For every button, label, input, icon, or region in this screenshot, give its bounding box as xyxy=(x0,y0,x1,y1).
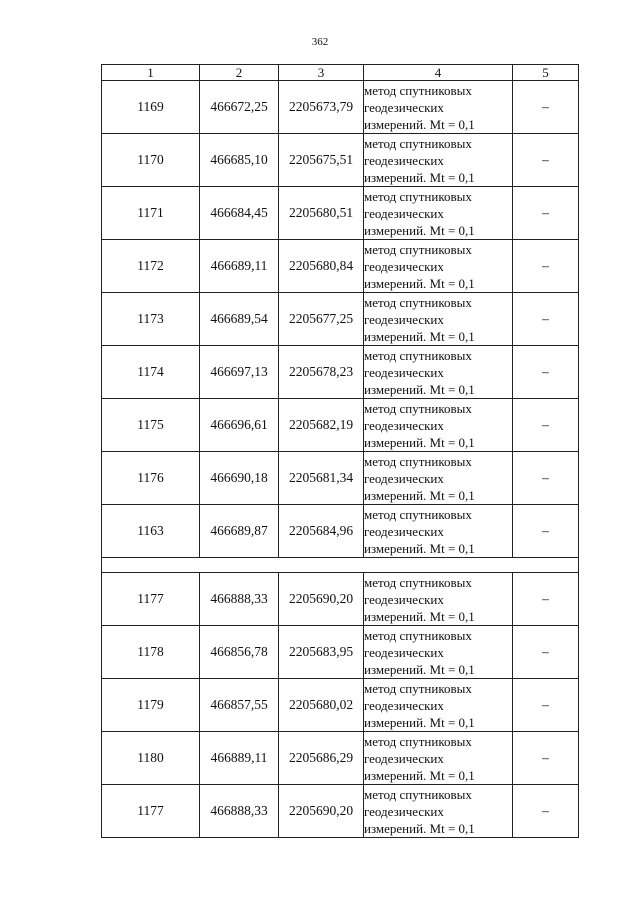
method-line-2: геодезических xyxy=(364,591,444,607)
method-cell xyxy=(364,240,513,293)
method-line-3: измерений. Mt = 0,1 xyxy=(364,434,475,450)
coordinates-table xyxy=(101,64,579,838)
method-line-1: метод спутниковых xyxy=(364,347,472,363)
method-line-1: метод спутниковых xyxy=(364,786,472,802)
x-coordinate-cell: 466888,33 xyxy=(200,785,279,838)
header-cell-4: 4 xyxy=(364,65,513,81)
note-cell: – xyxy=(513,505,579,558)
x-coordinate-cell: 466888,33 xyxy=(200,573,279,626)
y-coordinate-cell: 2205680,84 xyxy=(279,240,364,293)
point-number-cell: 1178 xyxy=(102,626,200,679)
table-row xyxy=(102,573,579,626)
method-line-2: геодезических xyxy=(364,99,444,115)
note-cell: – xyxy=(513,187,579,240)
method-line-3: измерений. Mt = 0,1 xyxy=(364,767,475,783)
method-cell xyxy=(364,187,513,240)
y-coordinate-cell: 2205683,95 xyxy=(279,626,364,679)
method-line-1: метод спутниковых xyxy=(364,680,472,696)
y-coordinate-cell: 2205677,25 xyxy=(279,293,364,346)
method-line-1: метод спутниковых xyxy=(364,188,472,204)
method-line-3: измерений. Mt = 0,1 xyxy=(364,116,475,132)
method-line-1: метод спутниковых xyxy=(364,135,472,151)
note-cell: – xyxy=(513,679,579,732)
method-line-2: геодезических xyxy=(364,523,444,539)
gap-cell xyxy=(102,558,579,573)
x-coordinate-cell: 466889,11 xyxy=(200,732,279,785)
note-cell: – xyxy=(513,573,579,626)
table-row xyxy=(102,785,579,838)
method-line-3: измерений. Mt = 0,1 xyxy=(364,714,475,730)
method-line-3: измерений. Mt = 0,1 xyxy=(364,169,475,185)
note-cell: – xyxy=(513,293,579,346)
table-row xyxy=(102,187,579,240)
method-line-2: геодезических xyxy=(364,803,444,819)
y-coordinate-cell: 2205682,19 xyxy=(279,399,364,452)
method-line-1: метод спутниковых xyxy=(364,627,472,643)
y-coordinate-cell: 2205686,29 xyxy=(279,732,364,785)
point-number-cell: 1171 xyxy=(102,187,200,240)
method-line-2: геодезических xyxy=(364,644,444,660)
x-coordinate-cell: 466857,55 xyxy=(200,679,279,732)
x-coordinate-cell: 466689,54 xyxy=(200,293,279,346)
method-cell xyxy=(364,452,513,505)
x-coordinate-cell: 466689,11 xyxy=(200,240,279,293)
note-cell: – xyxy=(513,81,579,134)
y-coordinate-cell: 2205680,51 xyxy=(279,187,364,240)
method-line-2: геодезических xyxy=(364,417,444,433)
method-line-1: метод спутниковых xyxy=(364,574,472,590)
table-row xyxy=(102,346,579,399)
method-cell xyxy=(364,81,513,134)
method-cell xyxy=(364,785,513,838)
note-cell: – xyxy=(513,399,579,452)
method-cell xyxy=(364,732,513,785)
x-coordinate-cell: 466689,87 xyxy=(200,505,279,558)
x-coordinate-cell: 466696,61 xyxy=(200,399,279,452)
x-coordinate-cell: 466690,18 xyxy=(200,452,279,505)
point-number-cell: 1163 xyxy=(102,505,200,558)
note-cell: – xyxy=(513,626,579,679)
table-row xyxy=(102,81,579,134)
note-cell: – xyxy=(513,134,579,187)
point-number-cell: 1169 xyxy=(102,81,200,134)
y-coordinate-cell: 2205681,34 xyxy=(279,452,364,505)
y-coordinate-cell: 2205678,23 xyxy=(279,346,364,399)
method-line-3: измерений. Mt = 0,1 xyxy=(364,275,475,291)
page-number: 362 xyxy=(311,36,329,48)
method-cell xyxy=(364,573,513,626)
method-cell xyxy=(364,134,513,187)
note-cell: – xyxy=(513,785,579,838)
y-coordinate-cell: 2205673,79 xyxy=(279,81,364,134)
point-number-cell: 1179 xyxy=(102,679,200,732)
method-line-2: геодезических xyxy=(364,258,444,274)
point-number-cell: 1172 xyxy=(102,240,200,293)
method-line-3: измерений. Mt = 0,1 xyxy=(364,608,475,624)
method-line-3: измерений. Mt = 0,1 xyxy=(364,381,475,397)
method-line-3: измерений. Mt = 0,1 xyxy=(364,820,475,836)
table-row xyxy=(102,626,579,679)
table-row xyxy=(102,399,579,452)
y-coordinate-cell: 2205690,20 xyxy=(279,785,364,838)
method-line-3: измерений. Mt = 0,1 xyxy=(364,487,475,503)
point-number-cell: 1174 xyxy=(102,346,200,399)
method-line-3: измерений. Mt = 0,1 xyxy=(364,328,475,344)
point-number-cell: 1177 xyxy=(102,573,200,626)
point-number-cell: 1177 xyxy=(102,785,200,838)
x-coordinate-cell: 466684,45 xyxy=(200,187,279,240)
method-cell xyxy=(364,626,513,679)
method-line-2: геодезических xyxy=(364,697,444,713)
method-line-1: метод спутниковых xyxy=(364,294,472,310)
method-cell xyxy=(364,346,513,399)
x-coordinate-cell: 466697,13 xyxy=(200,346,279,399)
method-line-2: геодезических xyxy=(364,750,444,766)
y-coordinate-cell: 2205680,02 xyxy=(279,679,364,732)
method-cell xyxy=(364,293,513,346)
method-line-1: метод спутниковых xyxy=(364,400,472,416)
table-row xyxy=(102,134,579,187)
note-cell: – xyxy=(513,732,579,785)
method-line-3: измерений. Mt = 0,1 xyxy=(364,661,475,677)
method-line-2: геодезических xyxy=(364,205,444,221)
method-line-1: метод спутниковых xyxy=(364,506,472,522)
table-header-row xyxy=(102,65,579,81)
header-cell-1: 1 xyxy=(102,65,200,81)
method-line-2: геодезических xyxy=(364,152,444,168)
x-coordinate-cell: 466856,78 xyxy=(200,626,279,679)
table-row xyxy=(102,293,579,346)
method-line-1: метод спутниковых xyxy=(364,82,472,98)
method-line-1: метод спутниковых xyxy=(364,453,472,469)
method-cell xyxy=(364,679,513,732)
table-gap-row xyxy=(102,558,579,573)
method-line-2: геодезических xyxy=(364,470,444,486)
method-line-3: измерений. Mt = 0,1 xyxy=(364,222,475,238)
table-row xyxy=(102,452,579,505)
table-row xyxy=(102,505,579,558)
method-cell xyxy=(364,505,513,558)
header-cell-3: 3 xyxy=(279,65,364,81)
header-cell-2: 2 xyxy=(200,65,279,81)
method-line-1: метод спутниковых xyxy=(364,733,472,749)
note-cell: – xyxy=(513,240,579,293)
point-number-cell: 1173 xyxy=(102,293,200,346)
header-cell-5: 5 xyxy=(513,65,579,81)
method-line-3: измерений. Mt = 0,1 xyxy=(364,540,475,556)
table-row xyxy=(102,679,579,732)
note-cell: – xyxy=(513,346,579,399)
point-number-cell: 1180 xyxy=(102,732,200,785)
table-row xyxy=(102,732,579,785)
x-coordinate-cell: 466672,25 xyxy=(200,81,279,134)
note-cell: – xyxy=(513,452,579,505)
y-coordinate-cell: 2205675,51 xyxy=(279,134,364,187)
y-coordinate-cell: 2205684,96 xyxy=(279,505,364,558)
method-cell xyxy=(364,399,513,452)
point-number-cell: 1176 xyxy=(102,452,200,505)
method-line-2: геодезических xyxy=(364,364,444,380)
point-number-cell: 1175 xyxy=(102,399,200,452)
point-number-cell: 1170 xyxy=(102,134,200,187)
table-row xyxy=(102,240,579,293)
method-line-1: метод спутниковых xyxy=(364,241,472,257)
y-coordinate-cell: 2205690,20 xyxy=(279,573,364,626)
x-coordinate-cell: 466685,10 xyxy=(200,134,279,187)
method-line-2: геодезических xyxy=(364,311,444,327)
